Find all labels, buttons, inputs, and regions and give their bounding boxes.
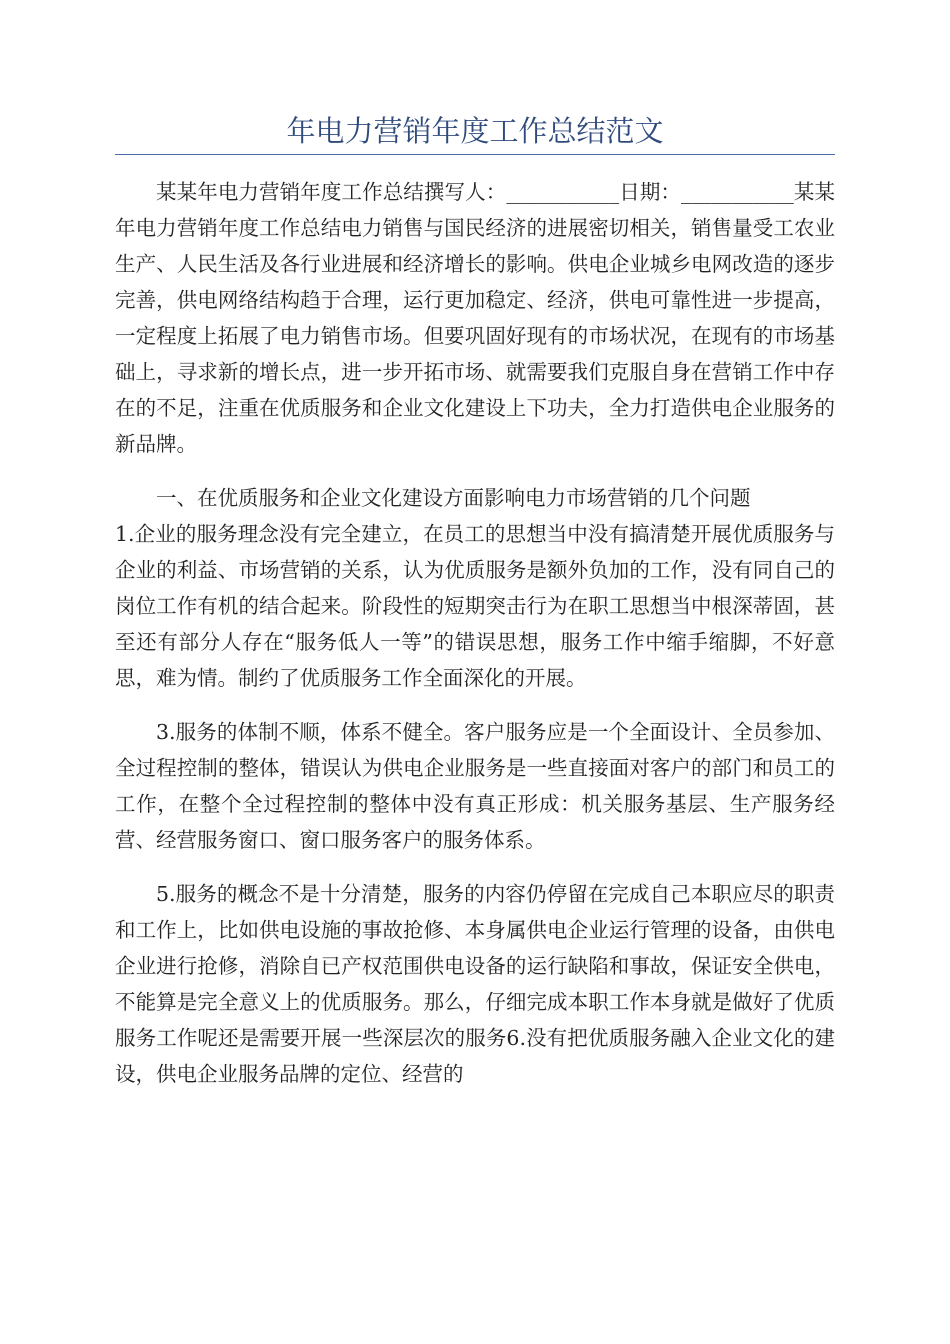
paragraph-intro: 某某年电力营销年度工作总结撰写人：___________日期：___________某某年电力营销年度工作总结电力销售与国民经济的进展密切相关，销售量受工农业生产、人民生活及各行业进展和经济增长的影响。供电企业城乡电网改造的逐步完善，供电网络结构趋于合理，运行更加稳定、经济，供电可靠性进一步提高，一定程度上拓展了电力销售市场。但要巩固好现有的市场状况，在现有的市场基础上，寻求新的增长点，进一步开拓市场、就需要我们克服自身在营销工作中存在的不足，注重在优质服务和企业文化建设上下功夫，全力打造供电企业服务的新品牌。 — [115, 180, 835, 456]
paragraph-point-5: 5.服务的概念不是十分清楚，服务的内容仍停留在完成自己本职应尽的职责和工作上，比如供电设施的事故抢修、本身属供电企业运行管理的设备，由供电企业进行抢修，消除自已产权范围供电设备的运行缺陷和事故，保证安全供电，不能算是完全意义上的优质服务。那么，仔细完成本职工作本身就是做好了优质服务工作呢还是需要开展一些深层次的服务6.没有把优质服务融入企业文化的建设，供电企业服务品牌的定位、经营的 — [115, 882, 835, 1086]
paragraph-section-heading: 一、在优质服务和企业文化建设方面影响电力市场营销的几个问题 — [156, 486, 751, 510]
document-title: 年电力营销年度工作总结范文 — [286, 114, 664, 148]
title-underline — [115, 154, 835, 155]
paragraph-point-1: 1.企业的服务理念没有完全建立，在员工的思想当中没有搞清楚开展优质服务与企业的利益、市场营销的关系，认为优质服务是额外负加的工作，没有同自己的岗位工作有机的结合起来。阶段性的短期突击行为在职工思想当中根深蒂固，甚至还有部分人存在“服务低人一等”的错误思想，服务工作中缩手缩脚，不好意思，难为情。制约了优质服务工作全面深化的开展。 — [115, 522, 835, 690]
paragraph-point-3: 3.服务的体制不顺，体系不健全。客户服务应是一个全面设计、全员参加、全过程控制的整体，错误认为供电企业服务是一些直接面对客户的部门和员工的工作，在整个全过程控制的整体中没有真正形成：机关服务基层、生产服务经营、经营服务窗口、窗口服务客户的服务体系。 — [115, 720, 835, 852]
document-body — [115, 174, 835, 1110]
